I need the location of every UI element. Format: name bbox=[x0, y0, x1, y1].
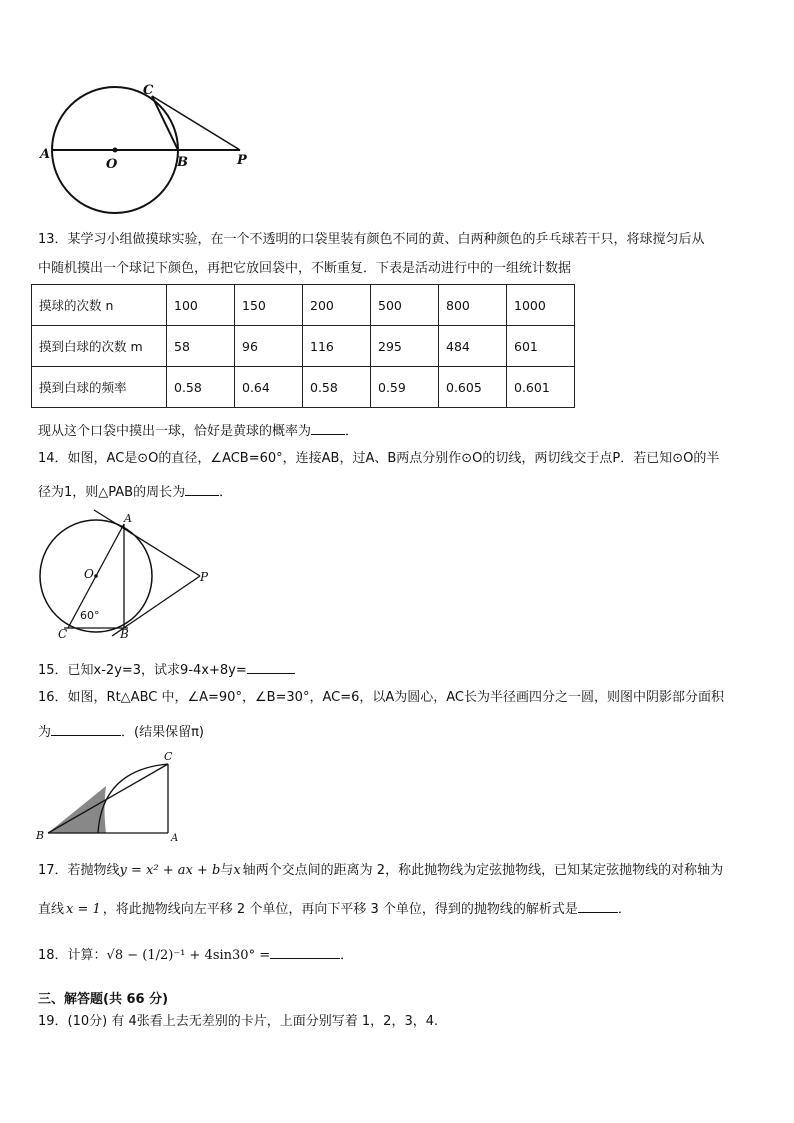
table-cell: 1000 bbox=[507, 285, 575, 326]
label-o: O bbox=[106, 157, 118, 172]
tangent-ap bbox=[94, 510, 200, 576]
figure-q16 bbox=[34, 748, 194, 844]
answer-blank[interactable] bbox=[270, 944, 340, 959]
table-cell: 摸到白球的次数 m bbox=[32, 326, 167, 367]
q17-line2 bbox=[38, 898, 631, 919]
table-cell: 0.59 bbox=[371, 367, 439, 408]
table-cell: 200 bbox=[303, 285, 371, 326]
q18-expression: √8 − (1/2)⁻¹ + 4sin30° = bbox=[106, 948, 271, 963]
label-c: C bbox=[143, 83, 154, 98]
table-cell: 484 bbox=[439, 326, 507, 367]
table-cell: 0.64 bbox=[235, 367, 303, 408]
q13-line2: 中随机摸出一个球记下颜色，再把它放回袋中，不断重复．下表是活动进行中的一组统计数据 bbox=[38, 261, 572, 276]
answer-blank[interactable] bbox=[578, 898, 618, 913]
q13-line3-text: 现从这个口袋中摸出一球，恰好是黄球的概率为 bbox=[38, 424, 312, 439]
label-p: P bbox=[200, 570, 209, 584]
q13-line3-end: ． bbox=[345, 424, 359, 439]
q14-line2 bbox=[38, 481, 232, 502]
table-cell: 0.58 bbox=[303, 367, 371, 408]
q19-line: 19．(10分) 有 4张看上去无差别的卡片，上面分别写着 1，2，3，4. bbox=[38, 1014, 439, 1029]
q17-text-e: ，将此抛物线向左平移 2 个单位，再向下平移 3 个单位，得到的抛物线的解析式是 bbox=[102, 902, 578, 917]
q17-text-c: 轴两个交点间的距离为 2，称此抛物线为定弦抛物线，已知某定弦抛物线的对称轴为 bbox=[242, 863, 724, 878]
center-dot bbox=[94, 574, 98, 578]
table-cell: 0.58 bbox=[167, 367, 235, 408]
q17-end: ． bbox=[617, 902, 631, 917]
q17-text-a: 17．若抛物线 bbox=[38, 863, 120, 878]
center-dot bbox=[113, 148, 118, 153]
q18-line bbox=[38, 944, 353, 965]
q14-line2-text: 径为1，则△PAB的周长为 bbox=[38, 485, 186, 500]
table-cell: 295 bbox=[371, 326, 439, 367]
figure-q12 bbox=[30, 76, 270, 221]
label-p: P bbox=[237, 153, 247, 168]
shaded-region bbox=[48, 786, 106, 833]
q18-end: ． bbox=[340, 948, 354, 963]
section-title: 三、解答题(共 66 分) bbox=[38, 992, 169, 1007]
table-cell: 500 bbox=[371, 285, 439, 326]
figure-q14 bbox=[34, 506, 224, 646]
q15-text: 15．已知x-2y=3，试求9-4x+8y= bbox=[38, 663, 247, 678]
label-b: B bbox=[120, 627, 129, 641]
label-a: A bbox=[40, 147, 51, 162]
q15-line bbox=[38, 659, 295, 680]
label-b: B bbox=[36, 829, 45, 842]
table-cell: 150 bbox=[235, 285, 303, 326]
q14-line2-end: ． bbox=[219, 485, 233, 500]
q13-stats-table bbox=[31, 284, 575, 408]
answer-blank[interactable] bbox=[185, 481, 219, 496]
q16-line2-end: ．(结果保留π) bbox=[121, 725, 204, 740]
q13-line1: 13．某学习小组做摸球实验，在一个不透明的口袋里装有颜色不同的黄、白两种颜色的乒乓球若干只，将球搅匀后从 bbox=[38, 232, 705, 247]
answer-blank[interactable] bbox=[247, 659, 295, 674]
q14-line1: 14．如图，AC是⊙O的直径，∠ACB=60°，连接AB，过A、B两点分别作⊙O的切线，两切线交于点P．若已知⊙O的半 bbox=[38, 451, 720, 466]
table-cell: 100 bbox=[167, 285, 235, 326]
q17-formula: y = x² + ax + b bbox=[119, 863, 221, 878]
q16-line1: 16．如图，Rt△ABC 中，∠A=90°，∠B=30°，AC=6，以A为圆心，AC长为半径画四分之一圆，则图中阴影部分面积 bbox=[38, 690, 724, 705]
q16-line2-text: 为 bbox=[38, 725, 52, 740]
label-a: A bbox=[124, 512, 132, 525]
q13-line3 bbox=[38, 420, 358, 441]
table-cell: 96 bbox=[235, 326, 303, 367]
q17-axis: x = 1 bbox=[66, 902, 101, 917]
table-cell: 601 bbox=[507, 326, 575, 367]
q16-line2 bbox=[38, 721, 204, 742]
table-cell: 0.605 bbox=[439, 367, 507, 408]
table-cell: 摸球的次数 n bbox=[32, 285, 167, 326]
table-row bbox=[32, 326, 575, 367]
label-a: A bbox=[171, 833, 179, 844]
q17-line1 bbox=[38, 862, 723, 880]
label-o: O bbox=[84, 567, 94, 581]
q18-text: 18．计算： bbox=[38, 948, 107, 963]
q17-text-d: 直线 bbox=[38, 902, 65, 917]
table-row bbox=[32, 285, 575, 326]
table-cell: 0.601 bbox=[507, 367, 575, 408]
answer-blank[interactable] bbox=[51, 721, 121, 736]
line-bc bbox=[48, 764, 168, 833]
label-c: C bbox=[164, 750, 173, 763]
answer-blank[interactable] bbox=[311, 420, 345, 435]
table-cell: 58 bbox=[167, 326, 235, 367]
table-cell: 800 bbox=[439, 285, 507, 326]
table-cell: 116 bbox=[303, 326, 371, 367]
label-b: B bbox=[177, 155, 188, 170]
label-c: C bbox=[58, 627, 68, 641]
q17-text-b: 与 bbox=[220, 863, 234, 878]
angle-label: 60° bbox=[80, 609, 100, 622]
table-cell: 摸到白球的频率 bbox=[32, 367, 167, 408]
table-row bbox=[32, 367, 575, 408]
q17-xvar: x bbox=[233, 863, 241, 878]
